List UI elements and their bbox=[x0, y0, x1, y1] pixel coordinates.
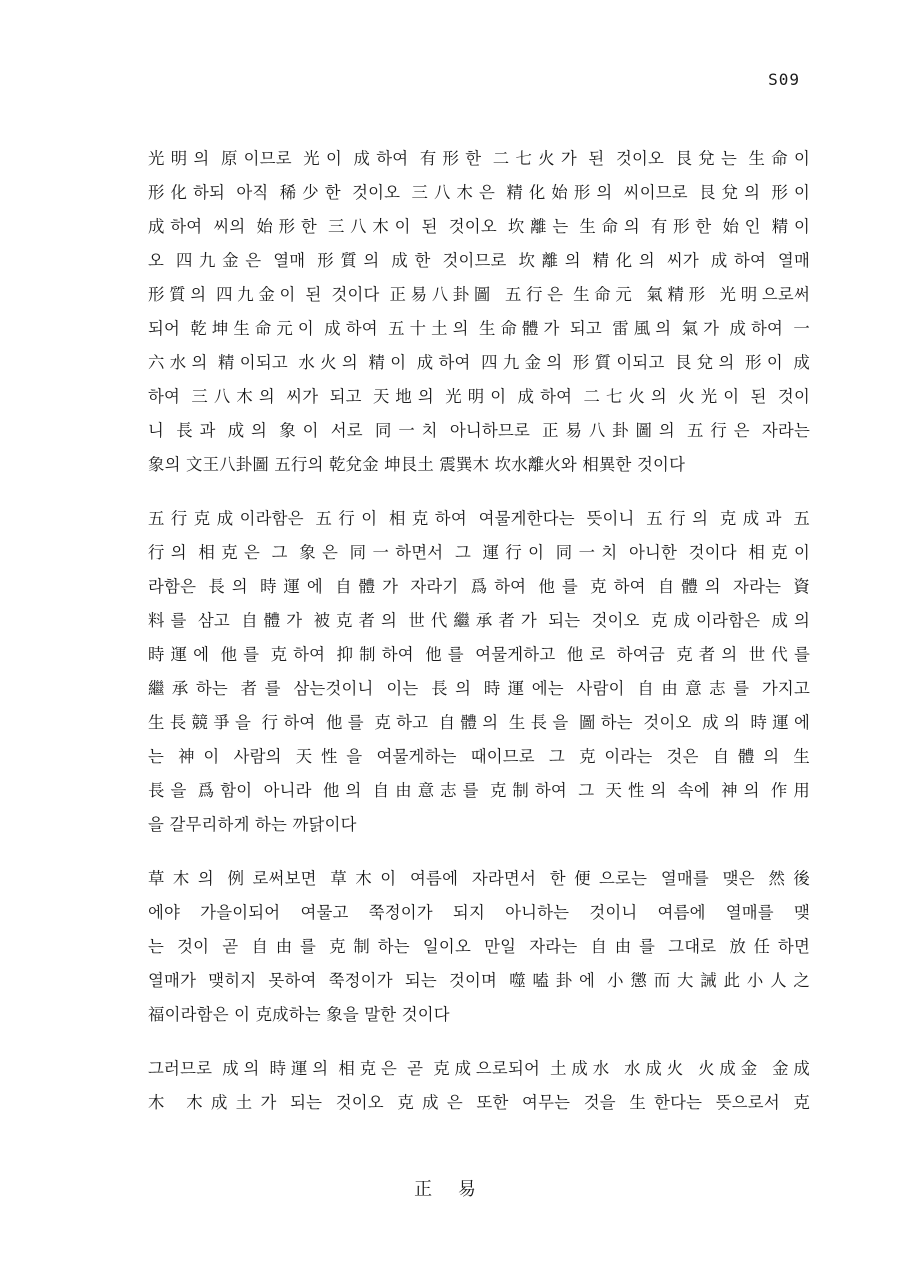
body-text bbox=[148, 142, 810, 1140]
text-line: 는 神이 사람의 天性을 여물게하는 때이므로 그 克이라는 것은 自體의 生 bbox=[148, 747, 810, 766]
text-line: 는 것이 곧 自由를 克制하는 일이오 만일 자라는 自由를 그대로 放任하면 bbox=[148, 937, 810, 956]
text-line: 成하여 씨의 始形한 三八木이 된 것이오 坎離는 生命의 有形한 始인 精이 bbox=[148, 217, 810, 236]
text-line: 에야 가을이되어 여물고 쭉정이가 되지 아니하는 것이니 여름에 열매를 맺 bbox=[148, 903, 810, 922]
text-line: 繼承하는 者를 삼는것이니 이는 長의 時運에는 사람이 自由意志를 가지고 bbox=[148, 679, 810, 698]
text-line: 그러므로 成의 時運의 相克은 곧 克成으로되어 土成水 水成火 火成金 金成 bbox=[148, 1059, 810, 1078]
text-line: 福이라함은 이 克成하는 象을 말한 것이다 bbox=[148, 1005, 450, 1024]
text-line: 木 木成土가 되는 것이오 克成은 또한 여무는 것을 生한다는 뜻으로서 克 bbox=[148, 1093, 810, 1112]
text-line: 形質의 四九金이 된 것이다 正易八卦圖 五行은 生命元 氣精形 光明으로써 bbox=[148, 285, 810, 304]
paragraph-2 bbox=[148, 502, 810, 842]
paragraph-1 bbox=[148, 142, 810, 482]
text-line: 오 四九金은 열매 形質의 成한 것이므로 坎離의 精化의 씨가 成하여 열매 bbox=[148, 251, 810, 270]
text-line: 形化하되 아직 稀少한 것이오 三八木은 精化始形의 씨이므로 艮兌의 形이 bbox=[148, 183, 810, 202]
text-line: 되어 乾坤生命元이 成하여 五十土의 生命體가 되고 雷風의 氣가 成하여 一 bbox=[148, 319, 810, 338]
text-line: 六水의 精이되고 水火의 精이 成하여 四九金의 形質이되고 艮兌의 形이 成 bbox=[148, 353, 810, 372]
text-line: 料를 삼고 自體가 被克者의 世代繼承者가 되는 것이오 克成이라함은 成의 bbox=[148, 611, 810, 630]
text-line: 象의 文王八卦圖 五行의 乾兌金 坤艮土 震巽木 坎水離火와 相異한 것이다 bbox=[148, 455, 686, 474]
text-line: 열매가 맺히지 못하여 쭉정이가 되는 것이며 噬嗑卦에 小懲而大誡此小人之 bbox=[148, 971, 810, 990]
page-number: S09 bbox=[768, 70, 800, 89]
text-line: 草木의 例로써보면 草木이 여름에 자라면서 한便으로는 열매를 맺은 然後 bbox=[148, 869, 810, 888]
text-line: 하여 三八木의 씨가 되고 天地의 光明이 成하여 二七火의 火光이 된 것이 bbox=[148, 387, 810, 406]
text-line: 니 長과 成의 象이 서로 同一치 아니하므로 正易八卦圖의 五行은 자라는 bbox=[148, 421, 810, 440]
page-footer: 正 易 bbox=[414, 1179, 486, 1200]
text-line: 時運에 他를 克하여 抑制하여 他를 여물게하고 他로 하여금 克者의 世代를 bbox=[148, 645, 810, 664]
text-line: 行의 相克은 그 象은 同一하면서 그 運行이 同一치 아니한 것이다 相克이 bbox=[148, 543, 810, 562]
text-line: 五行克成이라함은 五行이 相克하여 여물게한다는 뜻이니 五行의 克成과 五 bbox=[148, 509, 810, 528]
text-line: 라함은 長의 時運에 自體가 자라기 爲하여 他를 克하여 自體의 자라는 資 bbox=[148, 577, 810, 596]
paragraph-3 bbox=[148, 862, 810, 1032]
text-line: 生長競爭을 行하여 他를 克하고 自體의 生長을 圖하는 것이오 成의 時運에 bbox=[148, 713, 810, 732]
paragraph-4 bbox=[148, 1052, 810, 1120]
text-line: 을 갈무리하게 하는 까닭이다 bbox=[148, 815, 357, 834]
text-line: 長을 爲함이 아니라 他의 自由意志를 克制하여 그 天性의 속에 神의 作用 bbox=[148, 781, 810, 800]
text-line: 光明의 原이므로 光이 成하여 有形한 二七火가 된 것이오 艮兌는 生命이 bbox=[148, 149, 810, 168]
